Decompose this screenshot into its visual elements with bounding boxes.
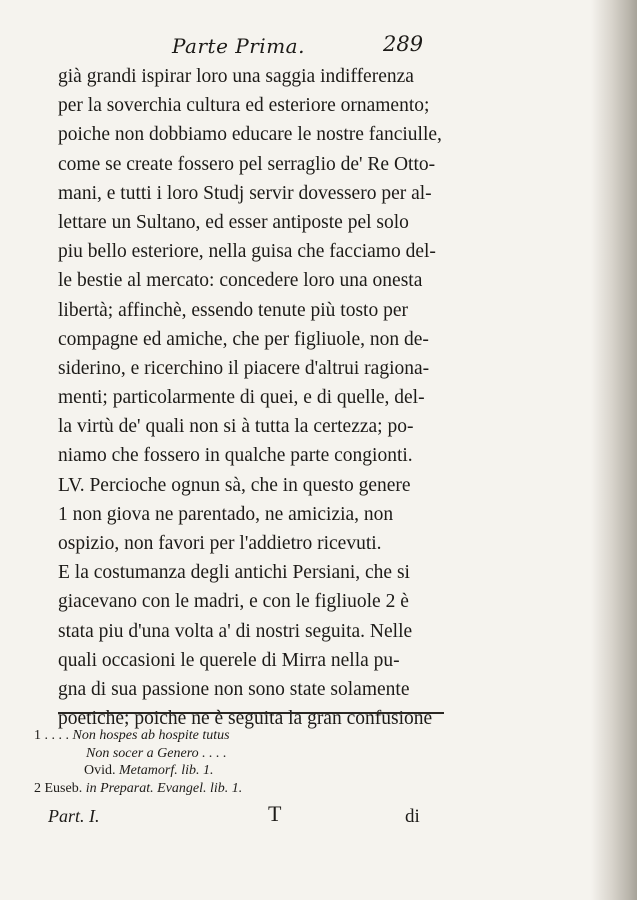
text-line: poetiche; poiche ne è seguita la gran confusione (58, 708, 433, 730)
footnote-rule (58, 712, 444, 714)
text-line: compagne ed amiche, che per figliuole, non de- (58, 328, 429, 350)
text-line: 1 non giova ne parentado, ne amicizia, non (58, 503, 394, 525)
text-line: libertà; affinchè, essendo tenute più tosto per (58, 299, 408, 321)
text-line: siderino, e ricerchino il piacere d'altrui ragiona- (58, 357, 430, 379)
text-line: per la soverchia cultura ed esteriore ornamento; (58, 95, 430, 117)
text-line: stata piu d'una volta a' di nostri seguita. Nelle (58, 620, 413, 642)
footnote-1-marker: 1 . . . . (34, 728, 69, 743)
signature-mark-text: Part. I. (48, 806, 100, 826)
catchword: di (405, 806, 420, 827)
footnote-1-source (34, 762, 444, 780)
text-line: giacevano con le madri, e con le figliuole 2 è (58, 591, 409, 613)
text-line: mani, e tutti i loro Studj servir dovessero per al- (58, 182, 432, 204)
text-line: ospizio, non favori per l'addietro ricevuti. (58, 533, 382, 554)
footnotes (34, 727, 444, 797)
text-line: gna di sua passione non sono state solamente (58, 678, 410, 700)
footnote-2 (34, 780, 444, 798)
main-text (58, 62, 448, 733)
footnote-1-work: Metamorf. lib. 1. (119, 763, 214, 778)
footnote-1-author: Ovid. (84, 763, 116, 778)
footnote-2-work: in Preparat. Evangel. lib. 1. (85, 780, 243, 796)
running-header (0, 34, 637, 64)
footnote-2-marker: 2 (34, 780, 41, 796)
footnote-2-author: Euseb. (44, 780, 83, 796)
text-line: la virtù de' quali non si à tutta la certezza; po- (58, 416, 414, 438)
text-line: piu bello esteriore, nella guisa che facciamo del- (58, 241, 436, 263)
text-line: poiche non dobbiamo educare le nostre fanciulle, (58, 124, 442, 146)
text-line: come se create fossero pel serraglio de' Re Otto- (58, 153, 436, 175)
text-line: menti; particolarmente di quei, e di quelle, del- (58, 387, 425, 409)
footnote-1-line2: Non socer a Genero . . . . (86, 745, 227, 761)
text-line: LV. Percioche ognun sà, che in questo genere (58, 474, 411, 496)
text-line: E la costumanza degli antichi Persiani, che si (58, 562, 410, 584)
text-line: le bestie al mercato: concedere loro una onesta (58, 270, 423, 292)
page-edge-shadow (591, 0, 637, 900)
running-title: Parte Prima. (172, 34, 305, 58)
text-line: già grandi ispirar loro una saggia indifferenza (58, 66, 414, 87)
page-number: 289 (383, 32, 424, 56)
text-line: niamo che fossero in qualche parte congionti. (58, 445, 413, 467)
footnote-1 (34, 727, 444, 745)
text-line: lettare un Sultano, ed esser antiposte pel solo (58, 211, 409, 233)
gathering-letter: T (268, 801, 282, 826)
footnote-1-text: Non hospes ab hospite tutus (72, 728, 230, 743)
text-line: quali occasioni le querele di Mirra nella pu- (58, 649, 400, 671)
